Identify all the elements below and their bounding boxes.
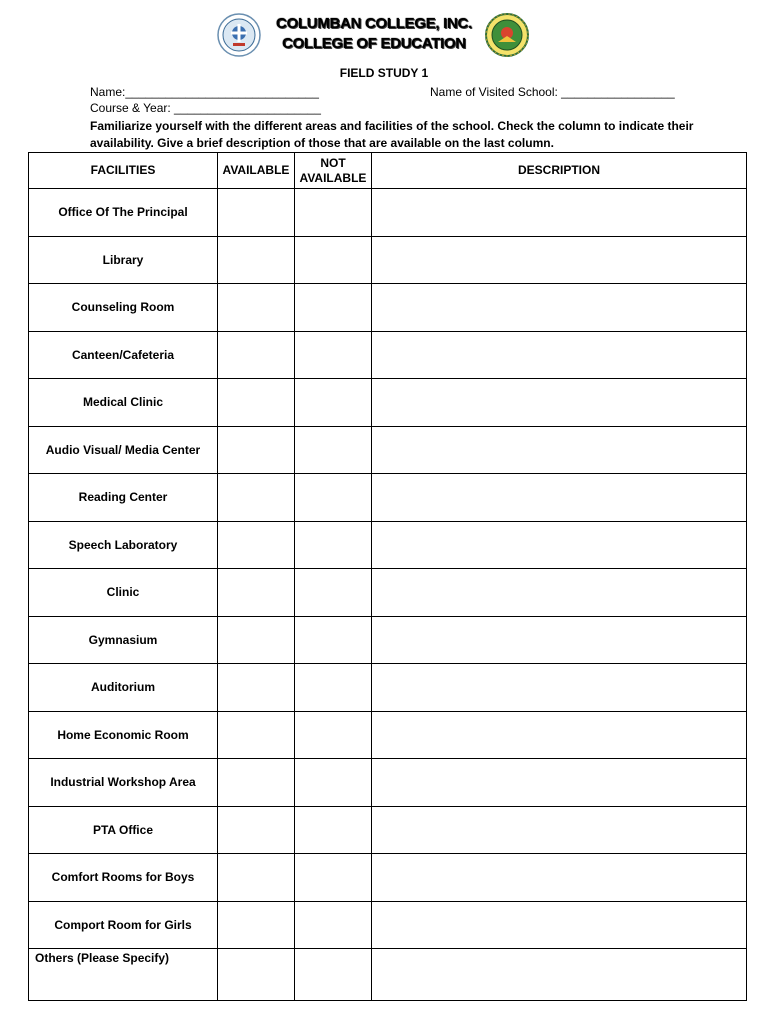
college-name: COLUMBAN COLLEGE, INC. <box>276 15 472 32</box>
available-checkbox-cell[interactable] <box>218 379 295 427</box>
facility-name-cell: Library <box>29 236 218 284</box>
facility-name-cell: Counseling Room <box>29 284 218 332</box>
description-cell[interactable] <box>372 711 747 759</box>
description-cell[interactable] <box>372 189 747 237</box>
not-available-checkbox-cell[interactable] <box>295 379 372 427</box>
facility-name-cell: Auditorium <box>29 664 218 712</box>
facility-name-cell: Others (Please Specify) <box>29 949 218 1001</box>
table-row <box>29 474 747 522</box>
facility-name-cell: Gymnasium <box>29 616 218 664</box>
table-row <box>29 711 747 759</box>
description-cell[interactable] <box>372 664 747 712</box>
available-checkbox-cell[interactable] <box>218 711 295 759</box>
description-cell[interactable] <box>372 949 747 1001</box>
available-checkbox-cell[interactable] <box>218 284 295 332</box>
not-available-checkbox-cell[interactable] <box>295 521 372 569</box>
description-cell[interactable] <box>372 569 747 617</box>
not-available-checkbox-cell[interactable] <box>295 569 372 617</box>
table-row <box>29 759 747 807</box>
facilities-table <box>28 152 747 1001</box>
not-available-checkbox-cell[interactable] <box>295 664 372 712</box>
facility-name-cell: Speech Laboratory <box>29 521 218 569</box>
not-available-checkbox-cell[interactable] <box>295 949 372 1001</box>
not-available-header-line2: AVAILABLE <box>299 170 367 185</box>
available-checkbox-cell[interactable] <box>218 331 295 379</box>
name-field-label: Name:_____________________________ <box>90 85 319 99</box>
table-header-row <box>29 153 747 189</box>
available-checkbox-cell[interactable] <box>218 426 295 474</box>
course-year-field-label: Course & Year: ______________________ <box>90 101 321 115</box>
not-available-checkbox-cell[interactable] <box>295 759 372 807</box>
description-cell[interactable] <box>372 521 747 569</box>
not-available-checkbox-cell[interactable] <box>295 474 372 522</box>
description-cell[interactable] <box>372 426 747 474</box>
not-available-checkbox-cell[interactable] <box>295 901 372 949</box>
not-available-header-line1: NOT <box>320 155 346 170</box>
facility-name-cell: Office Of The Principal <box>29 189 218 237</box>
available-checkbox-cell[interactable] <box>218 806 295 854</box>
table-row <box>29 521 747 569</box>
not-available-checkbox-cell[interactable] <box>295 284 372 332</box>
table-row <box>29 426 747 474</box>
available-checkbox-cell[interactable] <box>218 569 295 617</box>
college-title-block <box>268 14 480 54</box>
available-checkbox-cell[interactable] <box>218 616 295 664</box>
education-seal-icon <box>484 12 530 58</box>
not-available-checkbox-cell[interactable] <box>295 616 372 664</box>
visited-school-field-label: Name of Visited School: _________________ <box>430 85 675 99</box>
table-row <box>29 949 747 1001</box>
description-cell[interactable] <box>372 854 747 902</box>
not-available-checkbox-cell[interactable] <box>295 806 372 854</box>
facility-name-cell: PTA Office <box>29 806 218 854</box>
instructions-text: Familiarize yourself with the different areas and facilities of the school. Check the column to indicate their availability. Give a brief description of those that are available on the last column. <box>90 119 694 150</box>
not-available-checkbox-cell[interactable] <box>295 331 372 379</box>
facility-name-cell: Comfort Rooms for Boys <box>29 854 218 902</box>
table-row <box>29 616 747 664</box>
facility-name-cell: Medical Clinic <box>29 379 218 427</box>
facility-name-cell: Industrial Workshop Area <box>29 759 218 807</box>
not-available-checkbox-cell[interactable] <box>295 189 372 237</box>
description-cell[interactable] <box>372 284 747 332</box>
not-available-checkbox-cell[interactable] <box>295 711 372 759</box>
table-row <box>29 284 747 332</box>
available-checkbox-cell[interactable] <box>218 854 295 902</box>
facility-name-cell: Reading Center <box>29 474 218 522</box>
form-title: FIELD STUDY 1 <box>339 66 429 80</box>
table-row <box>29 806 747 854</box>
description-cell[interactable] <box>372 379 747 427</box>
facility-name-cell: Home Economic Room <box>29 711 218 759</box>
facility-name-cell: Comport Room for Girls <box>29 901 218 949</box>
available-checkbox-cell[interactable] <box>218 949 295 1001</box>
table-row <box>29 664 747 712</box>
facility-name-cell: Canteen/Cafeteria <box>29 331 218 379</box>
description-cell[interactable] <box>372 806 747 854</box>
not-available-checkbox-cell[interactable] <box>295 854 372 902</box>
description-cell[interactable] <box>372 901 747 949</box>
table-row <box>29 236 747 284</box>
description-cell[interactable] <box>372 616 747 664</box>
description-cell[interactable] <box>372 759 747 807</box>
description-cell[interactable] <box>372 236 747 284</box>
available-checkbox-cell[interactable] <box>218 236 295 284</box>
facility-name-cell: Audio Visual/ Media Center <box>29 426 218 474</box>
available-checkbox-cell[interactable] <box>218 664 295 712</box>
table-row <box>29 189 747 237</box>
available-header: AVAILABLE <box>218 153 295 189</box>
document-header <box>0 12 768 60</box>
description-cell[interactable] <box>372 474 747 522</box>
description-header: DESCRIPTION <box>372 153 747 189</box>
available-checkbox-cell[interactable] <box>218 901 295 949</box>
available-checkbox-cell[interactable] <box>218 759 295 807</box>
college-seal-icon <box>216 12 262 58</box>
available-checkbox-cell[interactable] <box>218 521 295 569</box>
table-row <box>29 854 747 902</box>
not-available-checkbox-cell[interactable] <box>295 236 372 284</box>
table-row <box>29 379 747 427</box>
available-checkbox-cell[interactable] <box>218 189 295 237</box>
table-row <box>29 569 747 617</box>
available-checkbox-cell[interactable] <box>218 474 295 522</box>
facilities-table-body <box>29 189 747 1001</box>
facilities-header: FACILITIES <box>29 153 218 189</box>
table-row <box>29 331 747 379</box>
table-row <box>29 901 747 949</box>
college-department: COLLEGE OF EDUCATION <box>282 35 466 52</box>
description-cell[interactable] <box>372 331 747 379</box>
not-available-checkbox-cell[interactable] <box>295 426 372 474</box>
not-available-header <box>295 153 372 189</box>
facility-name-cell: Clinic <box>29 569 218 617</box>
